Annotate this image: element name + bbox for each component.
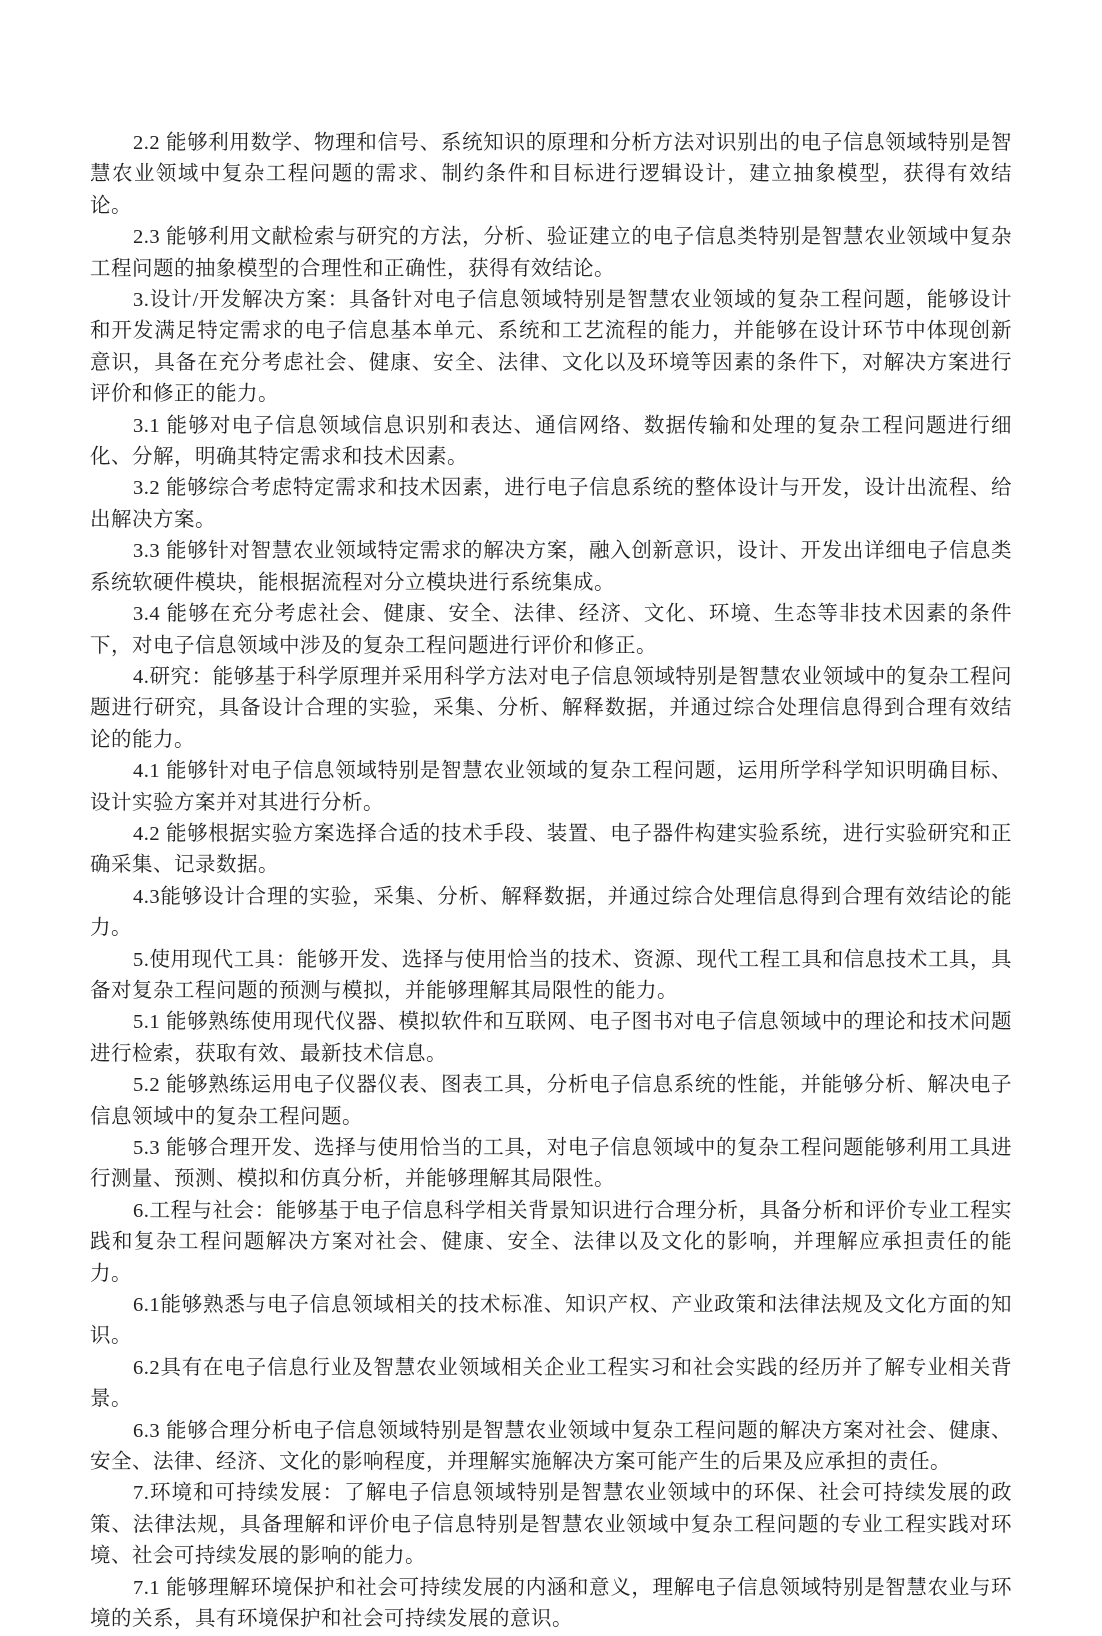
paragraph: 4.研究：能够基于科学原理并采用科学方法对电子信息领域特别是智慧农业领域中的复杂工程问题进行研究，具备设计合理的实验，采集、分析、解释数据，并通过综合处理信息得到合理有效结论的能力。 <box>90 665 1012 751</box>
paragraph: 5.使用现代工具：能够开发、选择与使用恰当的技术、资源、现代工程工具和信息技术工具，具备对复杂工程问题的预测与模拟，并能够理解其局限性的能力。 <box>90 948 1012 1002</box>
paragraph: 3.4 能够在充分考虑社会、健康、安全、法律、经济、文化、环境、生态等非技术因素的条件下，对电子信息领域中涉及的复杂工程问题进行评价和修正。 <box>90 603 1012 657</box>
paragraph: 2.3 能够利用文献检索与研究的方法，分析、验证建立的电子信息类特别是智慧农业领域中复杂工程问题的抽象模型的合理性和正确性，获得有效结论。 <box>90 226 1012 280</box>
document-body <box>90 128 1012 1636</box>
paragraph: 6.工程与社会：能够基于电子信息科学相关背景知识进行合理分析，具备分析和评价专业工程实践和复杂工程问题解决方案对社会、健康、安全、法律以及文化的影响，并理解应承担责任的能力。 <box>90 1199 1012 1285</box>
paragraph: 4.1 能够针对电子信息领域特别是智慧农业领域的复杂工程问题，运用所学科学知识明确目标、设计实验方案并对其进行分析。 <box>90 760 1012 814</box>
paragraph: 7.环境和可持续发展：了解电子信息领域特别是智慧农业领域中的环保、社会可持续发展的政策、法律法规，具备理解和评价电子信息特别是智慧农业领域中复杂工程问题的专业工程实践对环境、社会可持续发展的影响的能力。 <box>90 1482 1012 1568</box>
paragraph: 4.3能够设计合理的实验，采集、分析、解释数据，并通过综合处理信息得到合理有效结论的能力。 <box>90 885 1012 940</box>
paragraph: 2.2 能够利用数学、物理和信号、系统知识的原理和分析方法对识别出的电子信息领域特别是智慧农业领域中复杂工程问题的需求、制约条件和目标进行逻辑设计，建立抽象模型，获得有效结论。 <box>90 132 1012 217</box>
paragraph: 6.3 能够合理分析电子信息领域特别是智慧农业领域中复杂工程问题的解决方案对社会、健康、安全、法律、经济、文化的影响程度，并理解实施解决方案可能产生的后果及应承担的责任。 <box>90 1419 1012 1474</box>
paragraph: 3.设计/开发解决方案：具备针对电子信息领域特别是智慧农业领域的复杂工程问题，能够设计和开发满足特定需求的电子信息基本单元、系统和工艺流程的能力，并能够在设计环节中体现创新意识，具备在充分考虑社会、健康、安全、法律、文化以及环境等因素的条件下，对解决方案进行评价和修正的能力。 <box>90 289 1012 406</box>
paragraph: 3.2 能够综合考虑特定需求和技术因素，进行电子信息系统的整体设计与开发，设计出流程、给出解决方案。 <box>90 477 1012 531</box>
paragraph: 4.2 能够根据实验方案选择合适的技术手段、装置、电子器件构建实验系统，进行实验研究和正确采集、记录数据。 <box>90 822 1012 877</box>
paragraph: 3.1 能够对电子信息领域信息识别和表达、通信网络、数据传输和处理的复杂工程问题进行细化、分解，明确其特定需求和技术因素。 <box>90 414 1012 469</box>
paragraph: 6.1能够熟悉与电子信息领域相关的技术标准、知识产权、产业政策和法律法规及文化方面的知识。 <box>90 1294 1012 1348</box>
paragraph: 5.2 能够熟练运用电子仪器仪表、图表工具，分析电子信息系统的性能，并能够分析、解决电子信息领域中的复杂工程问题。 <box>90 1074 1012 1128</box>
paragraph: 5.1 能够熟练使用现代仪器、模拟软件和互联网、电子图书对电子信息领域中的理论和技术问题进行检索，获取有效、最新技术信息。 <box>90 1011 1012 1065</box>
paragraph: 7.1 能够理解环境保护和社会可持续发展的内涵和意义，理解电子信息领域特别是智慧农业与环境的关系，具有环境保护和社会可持续发展的意识。 <box>90 1576 1012 1631</box>
paragraph: 5.3 能够合理开发、选择与使用恰当的工具，对电子信息领域中的复杂工程问题能够利用工具进行测量、预测、模拟和仿真分析，并能够理解其局限性。 <box>90 1137 1012 1191</box>
paragraph: 3.3 能够针对智慧农业领域特定需求的解决方案，融入创新意识，设计、开发出详细电子信息类系统软硬件模块，能根据流程对分立模块进行系统集成。 <box>90 540 1012 594</box>
paragraph: 6.2具有在电子信息行业及智慧农业领域相关企业工程实习和社会实践的经历并了解专业相关背景。 <box>90 1356 1012 1411</box>
